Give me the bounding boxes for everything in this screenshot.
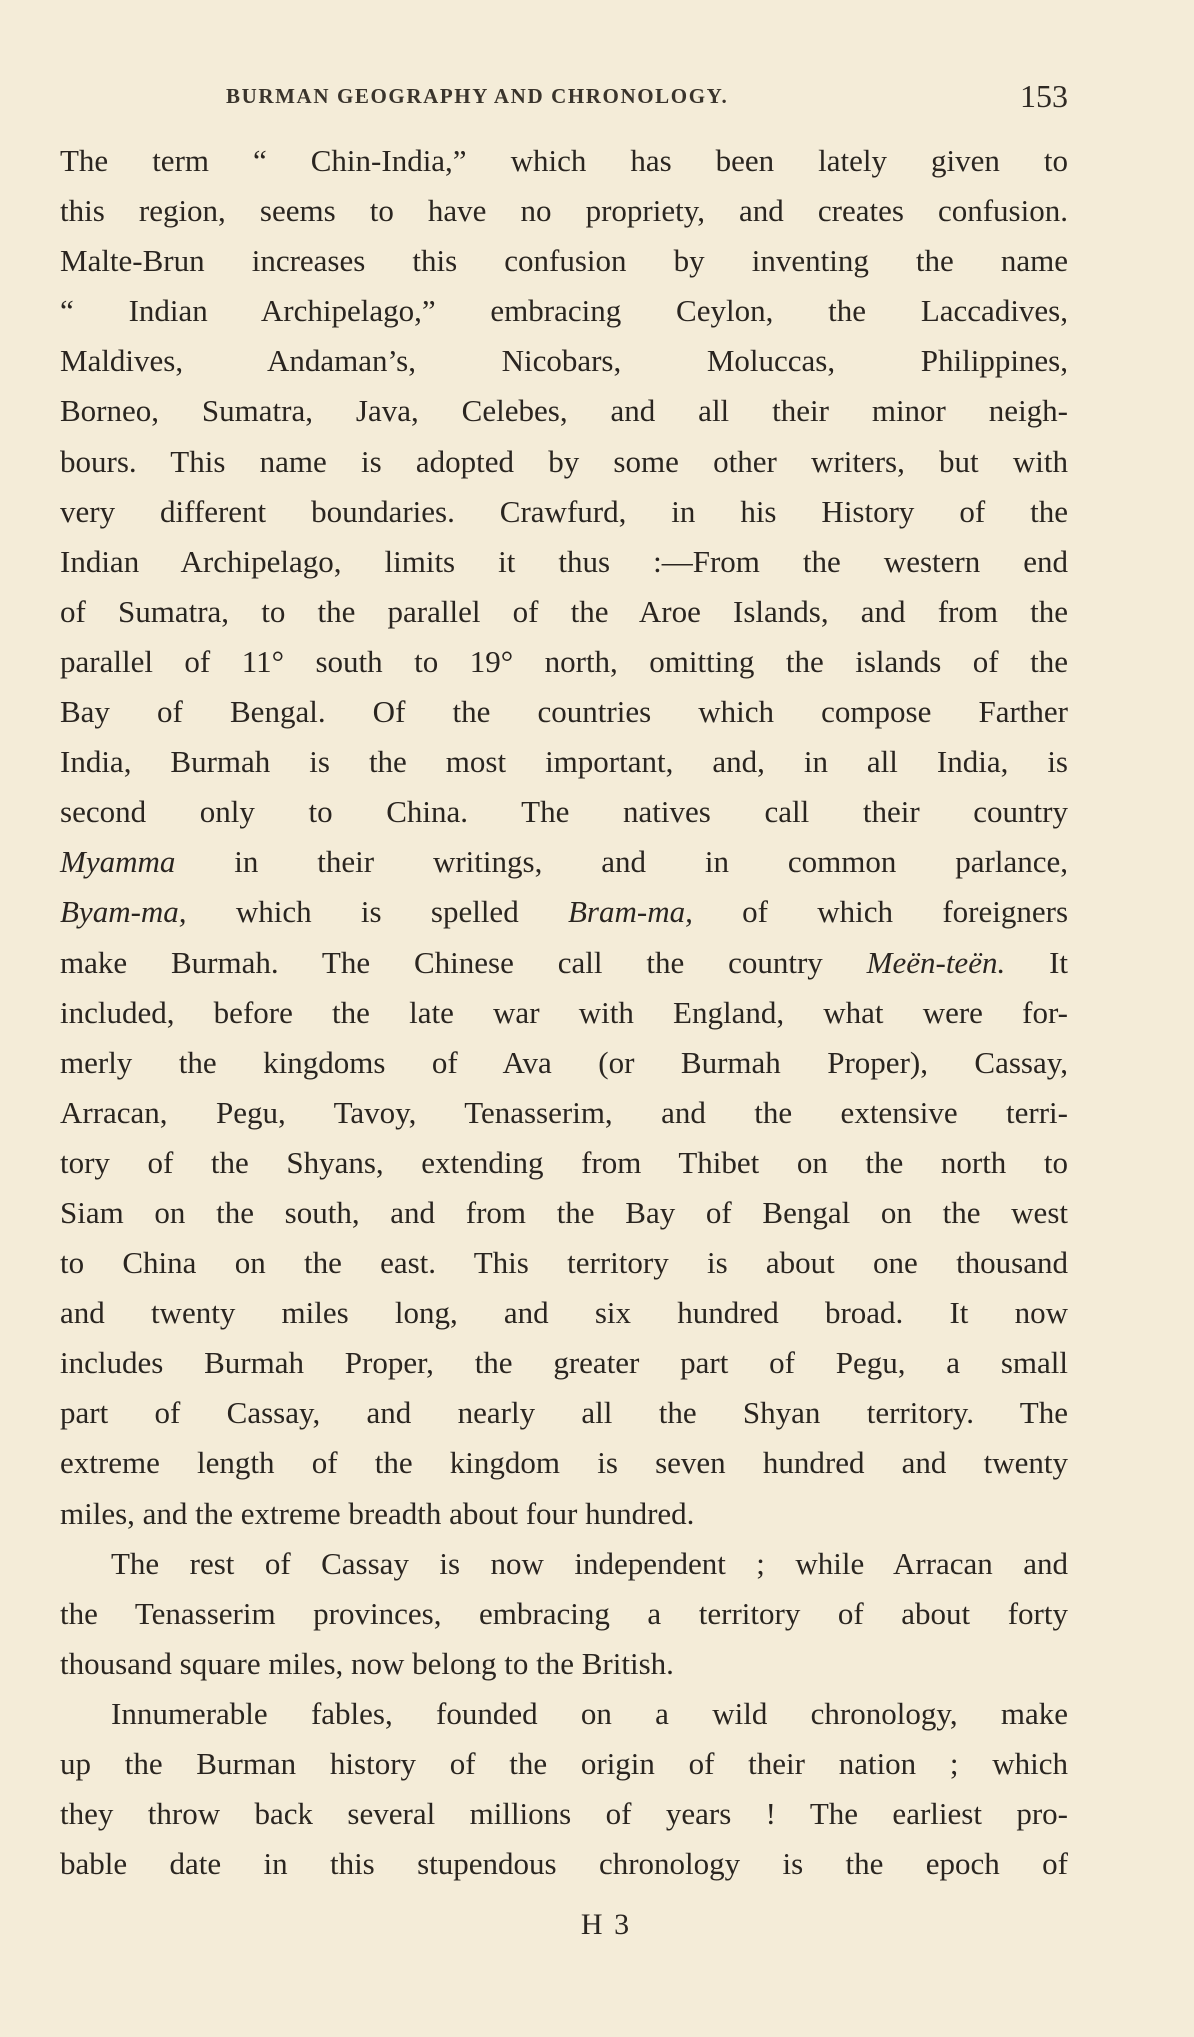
text-line: Indian Archipelago, limits it thus :—From the western end [60, 543, 1068, 579]
text-line: extreme length of the kingdom is seven hundred and twenty [60, 1445, 1068, 1481]
signature-mark: H 3 [580, 1908, 632, 1941]
text-segment: of which foreigners [692, 894, 1069, 930]
text-line: they throw back several millions of years ! The earliest pro- [60, 1796, 1068, 1832]
text-line: bable date in this stupendous chronology is the epoch of [60, 1846, 1068, 1882]
text-line: Innumerable fables, founded on a wild chronology, make [111, 1695, 1068, 1731]
text-line: parallel of 11° south to 19° north, omitting the islands of the [60, 643, 1068, 679]
text-line: “ Indian Archipelago,” embracing Ceylon, the Laccadives, [60, 293, 1068, 329]
italic-term: Bram-ma, [568, 894, 693, 930]
text-line: Bay of Bengal. Of the countries which compose Farther [60, 694, 1068, 730]
text-line: India, Burmah is the most important, and, in all India, is [60, 744, 1068, 780]
text-line: Borneo, Sumatra, Java, Celebes, and all their minor neigh- [60, 393, 1068, 429]
text-line: up the Burman history of the origin of their nation ; which [60, 1746, 1068, 1781]
text-line: merly the kingdoms of Ava (or Burmah Proper), Cassay, [60, 1044, 1068, 1080]
text-line: Maldives, Andaman’s, Nicobars, Moluccas, Philippines, [60, 343, 1068, 379]
text-line: this region, seems to have no propriety, and creates confusion. [60, 193, 1068, 229]
body-text [60, 136, 1068, 1889]
text-line: tory of the Shyans, extending from Thibet on the north to [60, 1144, 1068, 1180]
text-line: Arracan, Pegu, Tavoy, Tenasserim, and the extensive terri- [60, 1094, 1068, 1130]
text-segment: make Burmah. The Chinese call the country [60, 944, 867, 980]
text-line [60, 837, 1068, 887]
text-line: and twenty miles long, and six hundred broad. It now [60, 1295, 1068, 1331]
running-head: BURMAN GEOGRAPHY AND CHRONOLOGY. [226, 84, 729, 108]
text-line: the Tenasserim provinces, embracing a territory of about forty [60, 1595, 1068, 1631]
page-header [226, 78, 1068, 118]
text-line: second only to China. The natives call their country [60, 794, 1068, 830]
text-line: included, before the late war with England, what were for- [60, 994, 1068, 1030]
text-line: Malte-Brun increases this confusion by inventing the name [60, 243, 1068, 279]
text-line: Siam on the south, and from the Bay of Bengal on the west [60, 1194, 1068, 1230]
text-segment: which is spelled [186, 894, 568, 930]
italic-term: Meën-teën. [866, 944, 1006, 980]
page-number: 153 [1020, 78, 1068, 114]
text-line: to China on the east. This territory is about one thousand [60, 1245, 1068, 1281]
text-line: bours. This name is adopted by some other writers, but with [60, 443, 1068, 479]
text-line: miles, and the extreme breadth about four hundred. [60, 1495, 695, 1531]
italic-term: Byam-ma, [60, 894, 187, 930]
text-line: very different boundaries. Crawfurd, in his History of the [60, 493, 1068, 529]
text-line [60, 938, 1068, 988]
text-line: thousand square miles, now belong to the British. [60, 1645, 674, 1681]
text-segment: in their writings, and in common parlance, [175, 844, 1068, 880]
text-segment: It [1005, 944, 1069, 980]
text-line: part of Cassay, and nearly all the Shyan territory. The [60, 1395, 1068, 1431]
text-line: The term “ Chin-India,” which has been lately given to [60, 143, 1068, 178]
text-line: The rest of Cassay is now independent ; while Arracan and [111, 1545, 1068, 1581]
text-line: includes Burmah Proper, the greater part of Pegu, a small [60, 1345, 1068, 1381]
text-line: of Sumatra, to the parallel of the Aroe Islands, and from the [60, 593, 1068, 629]
text-line [60, 887, 1068, 937]
italic-term: Myamma [60, 844, 176, 880]
